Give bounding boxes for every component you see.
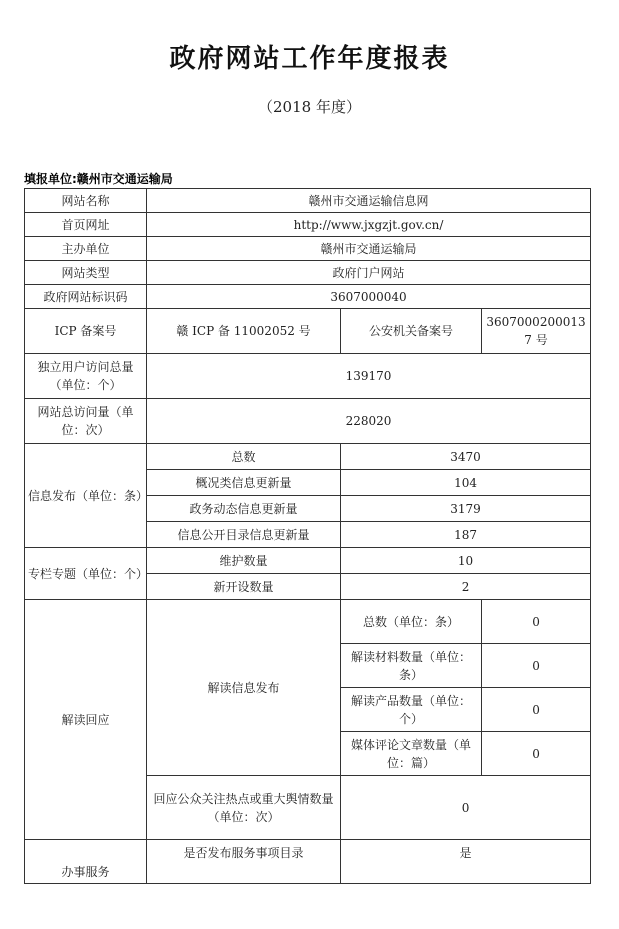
site-id-value: 3607000040 (147, 285, 591, 309)
service-row-label: 是否发布服务事项目录 (147, 840, 341, 884)
interpretation-item-name: 解读材料数量（单位：条） (341, 644, 482, 688)
table-row (25, 354, 591, 399)
site-name-value: 赣州市交通运输信息网 (147, 189, 591, 213)
table-row (25, 399, 591, 444)
table-row (25, 600, 591, 644)
info-release-item-name: 政务动态信息更新量 (147, 496, 341, 522)
info-release-item-value: 187 (341, 522, 591, 548)
page-title: 政府网站工作年度报表 (169, 44, 450, 74)
table-row (25, 237, 591, 261)
columns-item-name: 新开设数量 (147, 574, 341, 600)
response-value: 0 (341, 776, 591, 840)
info-release-item-name: 信息公开目录信息更新量 (147, 522, 341, 548)
interpretation-item-value: 0 (482, 688, 591, 732)
table-row (25, 261, 591, 285)
info-release-label: 信息发布（单位：条） (25, 444, 147, 548)
uv-value: 139170 (147, 354, 591, 399)
table-row (25, 285, 591, 309)
table-row (25, 444, 591, 470)
site-type-value: 政府门户网站 (147, 261, 591, 285)
info-release-item-value: 3179 (341, 496, 591, 522)
interpretation-sub-label: 解读信息发布 (147, 600, 341, 776)
interpretation-item-value: 0 (482, 644, 591, 688)
homepage-label: 首页网址 (25, 213, 147, 237)
table-row (25, 189, 591, 213)
site-type-label: 网站类型 (25, 261, 147, 285)
police-value: 36070002000137 号 (482, 309, 591, 354)
response-label: 回应公众关注热点或重大舆情数量（单位：次） (147, 776, 341, 840)
info-release-item-value: 3470 (341, 444, 591, 470)
icp-label: ICP 备案号 (25, 309, 147, 354)
info-release-item-value: 104 (341, 470, 591, 496)
fill-unit: 填报单位:赣州市交通运输局 (24, 172, 173, 186)
report-year: （2018 年度） (258, 98, 361, 116)
columns-item-value: 2 (341, 574, 591, 600)
service-label: 办事服务 (25, 840, 147, 884)
interpretation-item-name: 解读产品数量（单位：个） (341, 688, 482, 732)
icp-value: 赣 ICP 备 11002052 号 (147, 309, 341, 354)
sponsor-value: 赣州市交通运输局 (147, 237, 591, 261)
interpretation-item-value: 0 (482, 732, 591, 776)
report-table (24, 188, 591, 884)
columns-item-value: 10 (341, 548, 591, 574)
pv-value: 228020 (147, 399, 591, 444)
table-row (25, 840, 591, 884)
table-row (25, 309, 591, 354)
interpretation-label: 解读回应 (25, 600, 147, 840)
uv-label: 独立用户访问总量（单位：个） (25, 354, 147, 399)
police-label: 公安机关备案号 (341, 309, 482, 354)
homepage-value: http://www.jxgzjt.gov.cn/ (147, 213, 591, 237)
interpretation-item-name: 总数（单位：条） (341, 600, 482, 644)
table-row (25, 213, 591, 237)
site-name-label: 网站名称 (25, 189, 147, 213)
interpretation-item-name: 媒体评论文章数量（单位：篇） (341, 732, 482, 776)
info-release-item-name: 概况类信息更新量 (147, 470, 341, 496)
interpretation-item-value: 0 (482, 600, 591, 644)
table-row (25, 548, 591, 574)
sponsor-label: 主办单位 (25, 237, 147, 261)
info-release-item-name: 总数 (147, 444, 341, 470)
service-row-value: 是 (341, 840, 591, 884)
pv-label: 网站总访问量（单位：次） (25, 399, 147, 444)
site-id-label: 政府网站标识码 (25, 285, 147, 309)
columns-label: 专栏专题（单位：个） (25, 548, 147, 600)
columns-item-name: 维护数量 (147, 548, 341, 574)
